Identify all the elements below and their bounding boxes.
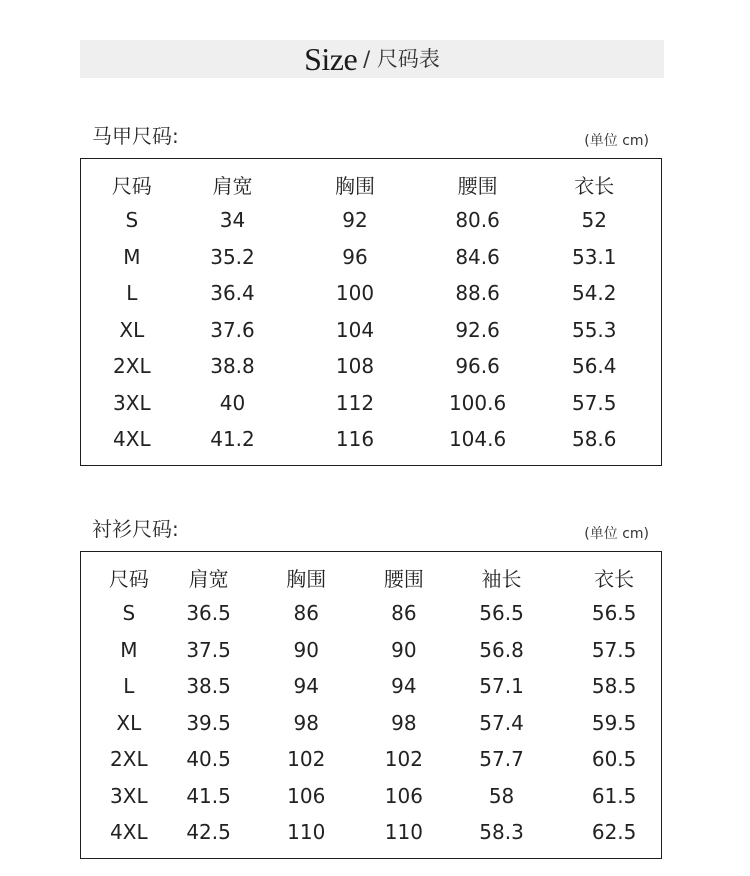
table-row <box>81 668 661 705</box>
table-cell: 56.5 <box>479 601 524 625</box>
vest-column-header: 尺码 <box>111 174 152 198</box>
table-cell: 57.5 <box>591 637 637 662</box>
table-cell: 116 <box>335 427 375 451</box>
table-cell: 4XL <box>110 820 148 844</box>
table-cell: 86 <box>391 601 417 625</box>
table-cell: 38.8 <box>210 354 255 378</box>
table-cell: 110 <box>384 820 423 844</box>
table-cell: 96 <box>342 244 368 269</box>
table-cell: 57.7 <box>479 747 524 771</box>
table-cell: 80.6 <box>455 208 500 232</box>
table-cell: XL <box>116 710 142 735</box>
table-cell: 100 <box>335 281 375 305</box>
table-cell: 96.6 <box>455 354 500 378</box>
size-subtitle: / 尺码表 <box>363 47 440 71</box>
vest-unit-label: (单位 cm) <box>584 133 649 149</box>
table-cell: 90 <box>293 637 319 662</box>
vest-section-title: 马甲尺码: <box>92 124 179 148</box>
table-cell: 4XL <box>113 427 151 451</box>
table-cell: 106 <box>384 783 423 808</box>
table-cell: XL <box>119 317 145 342</box>
table-row <box>81 239 661 276</box>
table-cell: 57.4 <box>479 710 524 735</box>
table-cell: M <box>123 244 141 269</box>
table-row <box>81 632 661 669</box>
shirt-column-header: 肩宽 <box>188 567 229 591</box>
table-row <box>81 421 661 458</box>
vest-column-header: 腰围 <box>457 174 498 198</box>
table-cell: M <box>120 637 138 662</box>
table-cell: 86 <box>293 601 319 625</box>
shirt-column-header: 衣长 <box>594 567 635 591</box>
table-cell: 62.5 <box>591 820 637 844</box>
table-cell: 52 <box>581 208 607 232</box>
shirt-table <box>81 563 661 851</box>
table-row <box>81 595 661 632</box>
table-cell: 61.5 <box>591 783 637 808</box>
table-cell: L <box>123 674 135 698</box>
table-cell: S <box>125 208 139 232</box>
table-cell: 88.6 <box>455 281 500 305</box>
table-cell: 104.6 <box>448 427 507 451</box>
table-cell: 40 <box>219 390 246 415</box>
table-cell: 55.3 <box>571 317 617 342</box>
table-cell: 40.5 <box>186 747 231 771</box>
table-cell: 100.6 <box>448 390 507 415</box>
table-cell: 37.6 <box>210 317 255 342</box>
table-cell: 42.5 <box>186 820 231 844</box>
vest-column-header: 衣长 <box>574 174 615 198</box>
table-cell: 57.1 <box>479 674 524 698</box>
table-cell: 84.6 <box>455 244 500 269</box>
shirt-section-title: 衬衫尺码: <box>92 517 179 541</box>
vest-size-table <box>80 158 662 466</box>
table-cell: 102 <box>287 747 326 771</box>
table-cell: 38.5 <box>186 674 231 698</box>
table-cell: 90 <box>391 637 417 662</box>
shirt-column-header: 袖长 <box>481 567 522 591</box>
size-chart-banner <box>80 40 664 78</box>
table-cell: 57.5 <box>571 390 617 415</box>
table-cell: 102 <box>384 747 423 771</box>
table-cell: 98 <box>391 710 417 735</box>
table-cell: 112 <box>335 390 375 415</box>
size-title: Size <box>304 41 358 77</box>
vest-header-row <box>81 170 661 202</box>
vest-column-header: 肩宽 <box>212 174 253 198</box>
table-row <box>81 202 661 239</box>
table-cell: 36.4 <box>210 281 255 305</box>
table-cell: 41.2 <box>210 427 255 451</box>
table-cell: 94 <box>293 674 319 698</box>
table-cell: 39.5 <box>186 710 231 735</box>
table-cell: 56.5 <box>591 601 637 625</box>
table-cell: 58.6 <box>571 427 617 451</box>
table-row <box>81 348 661 385</box>
table-cell: 36.5 <box>186 601 231 625</box>
shirt-column-header: 腰围 <box>383 567 424 591</box>
table-cell: 104 <box>335 317 375 342</box>
table-cell: 108 <box>335 354 375 378</box>
table-cell: 37.5 <box>186 637 231 662</box>
table-row <box>81 814 661 851</box>
table-cell: 106 <box>287 783 326 808</box>
table-cell: 92.6 <box>455 317 500 342</box>
table-cell: 3XL <box>110 783 148 808</box>
table-row <box>81 705 661 742</box>
shirt-column-header: 胸围 <box>286 567 327 591</box>
table-cell: S <box>122 601 136 625</box>
table-cell: 110 <box>287 820 326 844</box>
table-cell: 94 <box>391 674 417 698</box>
shirt-column-header: 尺码 <box>108 567 149 591</box>
table-cell: 34 <box>219 208 246 232</box>
table-row <box>81 741 661 778</box>
table-cell: 41.5 <box>186 783 231 808</box>
table-cell: 35.2 <box>210 244 255 269</box>
table-cell: 98 <box>293 710 319 735</box>
table-row <box>81 778 661 815</box>
table-cell: 60.5 <box>591 747 637 771</box>
table-cell: 59.5 <box>591 710 637 735</box>
shirt-size-table <box>80 551 662 859</box>
table-cell: L <box>126 281 138 305</box>
table-cell: 56.8 <box>479 637 524 662</box>
shirt-unit-label: (单位 cm) <box>584 526 649 542</box>
table-cell: 53.1 <box>571 244 617 269</box>
vest-column-header: 胸围 <box>335 174 376 198</box>
table-cell: 58.5 <box>591 674 637 698</box>
table-cell: 92 <box>342 208 368 232</box>
table-row <box>81 385 661 422</box>
table-cell: 2XL <box>113 354 151 378</box>
table-row <box>81 275 661 312</box>
shirt-header-row <box>81 563 661 595</box>
table-cell: 58 <box>488 783 515 808</box>
vest-table <box>81 170 661 458</box>
table-cell: 2XL <box>110 747 148 771</box>
table-cell: 54.2 <box>571 281 617 305</box>
table-cell: 58.3 <box>479 820 524 844</box>
table-cell: 3XL <box>113 390 151 415</box>
table-cell: 56.4 <box>571 354 617 378</box>
table-row <box>81 312 661 349</box>
